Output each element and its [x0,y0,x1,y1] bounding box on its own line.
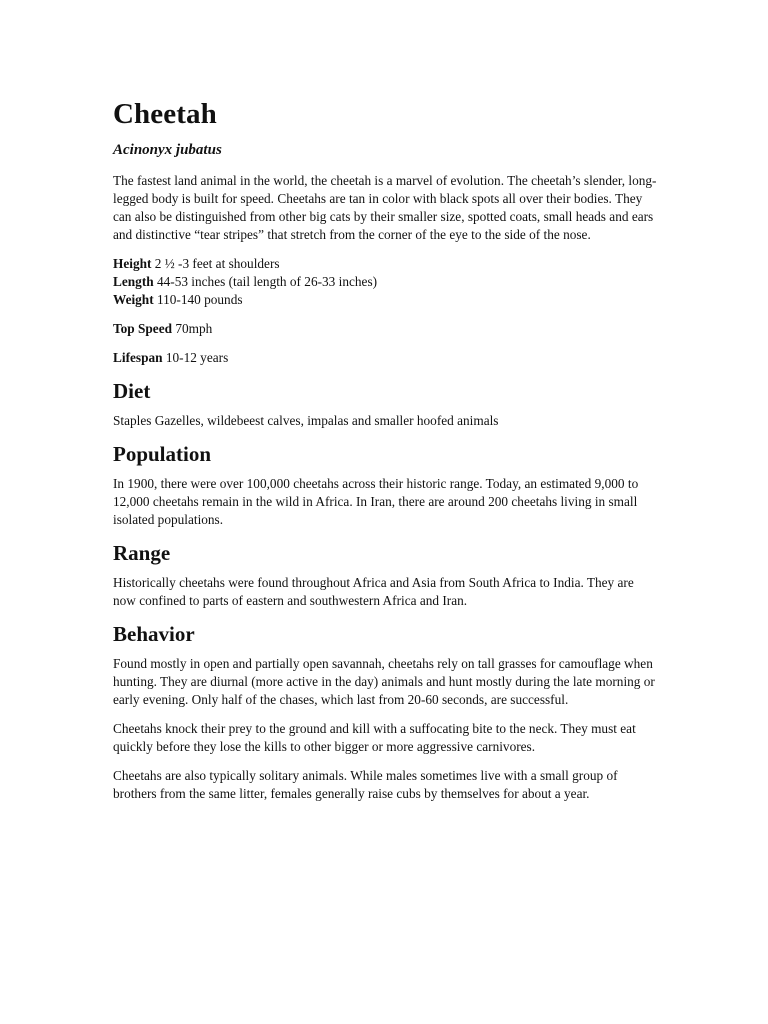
section-heading-diet: Diet [113,379,151,403]
stat-lifespan [113,349,658,367]
stat-length [113,273,658,291]
stat-label: Top Speed [113,321,173,336]
stat-weight [113,291,658,309]
section-heading-range: Range [113,541,171,565]
section-heading-population: Population [113,442,212,466]
population-paragraph: In 1900, there were over 100,000 cheetahs across their historic range. Today, an estimated 9,000 to 12,000 cheetahs remain in the wild in Africa. In Iran, there are around 200 cheetahs living in small isolated populations. [113,476,639,527]
scientific-name: Acinonyx jubatus [113,142,222,158]
intro-paragraph: The fastest land animal in the world, the cheetah is a marvel of evolution. The cheetah’s slender, long-legged body is built for speed. Cheetahs are tan in color with black spots all over their bodies. They can also be distinguished from other big cats by their smaller size, spotted coats, small heads and ears and distinctive “tear stripes” that stretch from the corner of the eye to the side of the nose. [113,173,657,242]
behavior-paragraph: Found mostly in open and partially open savannah, cheetahs rely on tall grasses for camouflage when hunting. They are diurnal (more active in the day) animals and hunt mostly during the late morning or early evening. Only half of the chases, which last from 20-60 seconds, are successful. [113,656,655,707]
stat-label: Height [113,256,152,271]
stat-value: 70mph [172,321,213,336]
stat-value: 110-140 pounds [153,292,243,307]
stat-value: 44-53 inches (tail length of 26-33 inches) [153,274,378,289]
stat-top-speed [113,320,658,338]
speed-stat [113,320,658,338]
section-heading-behavior: Behavior [113,622,195,646]
diet-paragraph: Staples Gazelles, wildebeest calves, impalas and smaller hoofed animals [113,413,499,428]
lifespan-stat [113,349,658,367]
stat-label: Lifespan [113,350,163,365]
page-title: Cheetah [113,98,217,130]
range-paragraph: Historically cheetahs were found throughout Africa and Asia from South Africa to India. They are now confined to parts of eastern and southwestern Africa and Iran. [113,575,634,608]
stat-label: Length [113,274,154,289]
stat-height [113,255,658,273]
stat-value: 2 ½ -3 feet at shoulders [151,256,280,271]
physical-stats [113,255,658,309]
behavior-paragraph: Cheetahs knock their prey to the ground and kill with a suffocating bite to the neck. They must eat quickly before they lose the kills to other bigger or more aggressive carnivores. [113,721,636,754]
behavior-paragraph: Cheetahs are also typically solitary animals. While males sometimes live with a small group of brothers from the same litter, females generally raise cubs by themselves for about a year. [113,768,618,801]
stat-label: Weight [113,292,154,307]
stat-value: 10-12 years [162,350,229,365]
